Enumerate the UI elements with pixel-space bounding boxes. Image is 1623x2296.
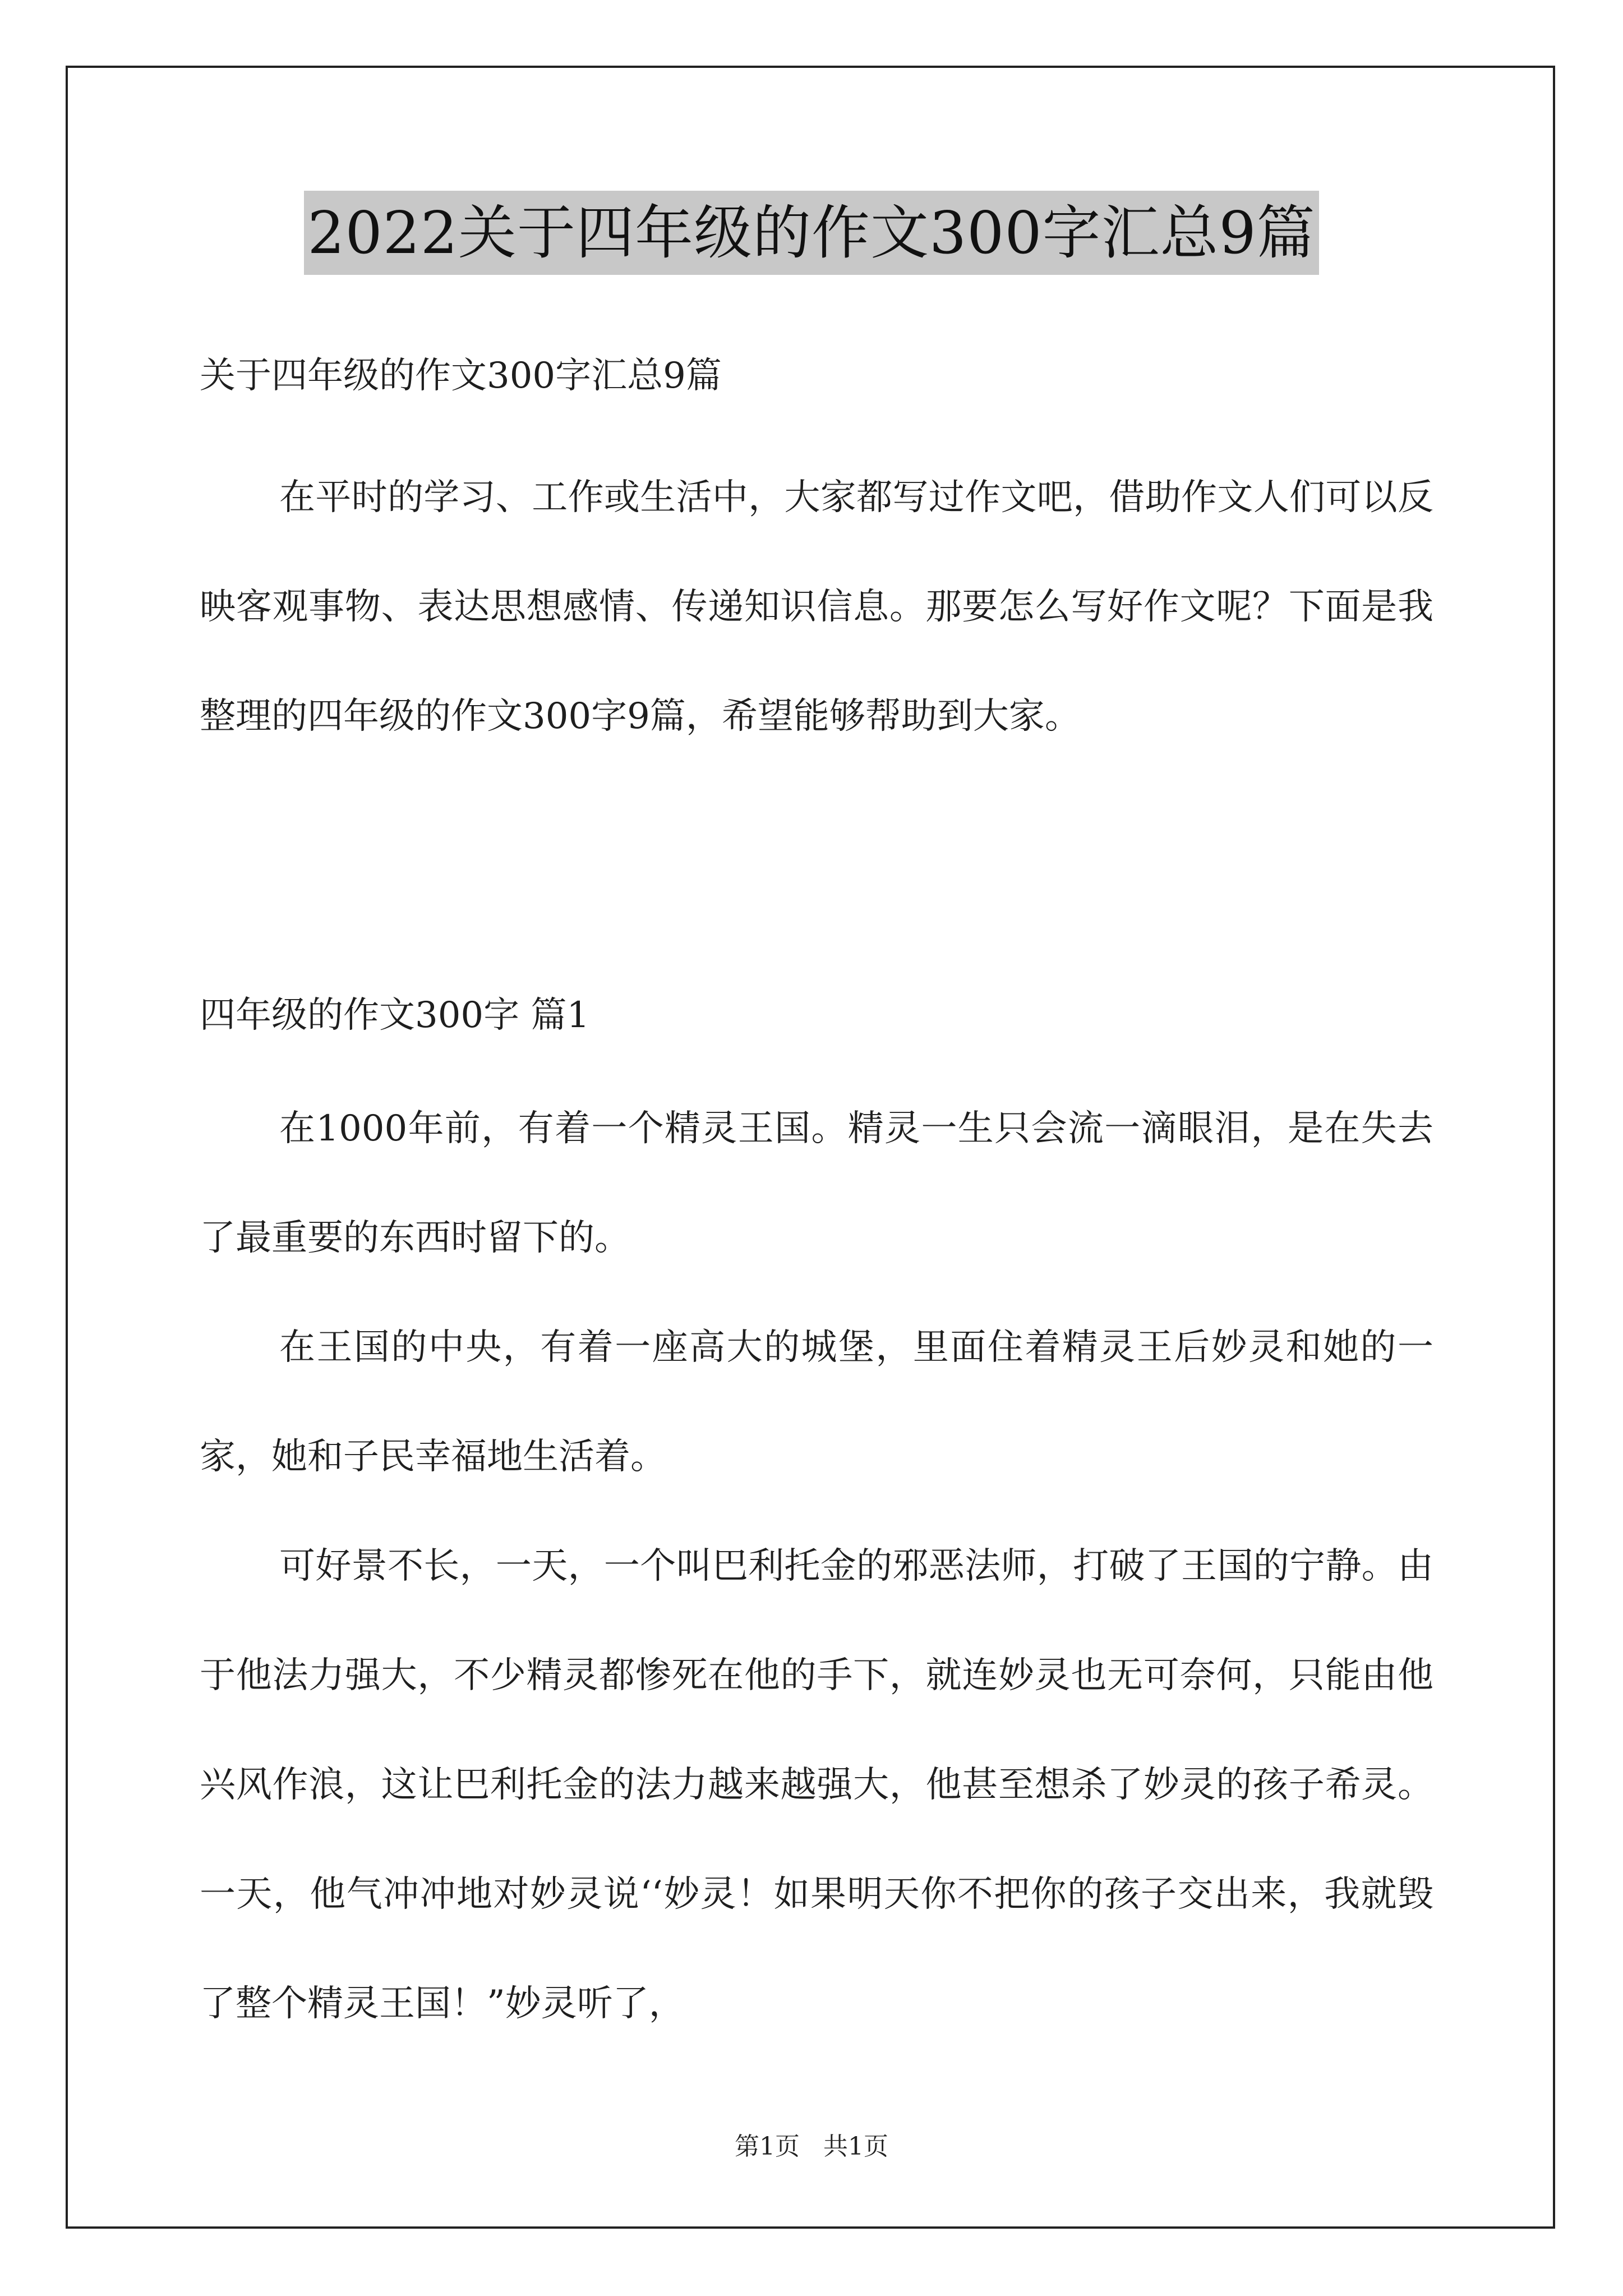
page-number: 第1页 [735,2132,800,2161]
body-paragraph: 在王国的中央，有着一座高大的城堡，里面住着精灵王后妙灵和她的一家，她和子民幸福地生活着。 [200,1327,1433,1478]
body-paragraph: 在1000年前，有着一个精灵王国。精灵一生只会流一滴眼泪，是在失去了最重要的东西时留下的。 [200,1108,1433,1259]
document-title: 2022关于四年级的作文300字汇总9篇 [304,191,1318,275]
page-total: 共1页 [823,2132,888,2161]
intro-paragraph: 在平时的学习、工作或生活中，大家都写过作文吧，借助作文人们可以反映客观事物、表达思想感情、传递知识信息。那要怎么写好作文呢？下面是我整理的四年级的作文300字9篇，希望能够帮助到大家。 [200,477,1433,737]
section-heading: 四年级的作文300字 篇1 [200,995,590,1036]
title-container [0,191,1623,275]
page-footer [0,2126,1623,2162]
body-paragraph: 可好景不长，一天，一个叫巴利托金的邪恶法师，打破了王国的宁静。由于他法力强大，不少精灵都惨死在他的手下，就连妙灵也无可奈何，只能由他兴风作浪，这让巴利托金的法力越来越强大，他甚至想杀了妙灵的孩子希灵。一天，他气冲冲地对妙灵说‘‘妙灵！如果明天你不把你的孩子交出来，我就毁了整个精灵王国！”妙灵听了， [200,1545,1433,2024]
document-subtitle: 关于四年级的作文300字汇总9篇 [200,355,722,397]
